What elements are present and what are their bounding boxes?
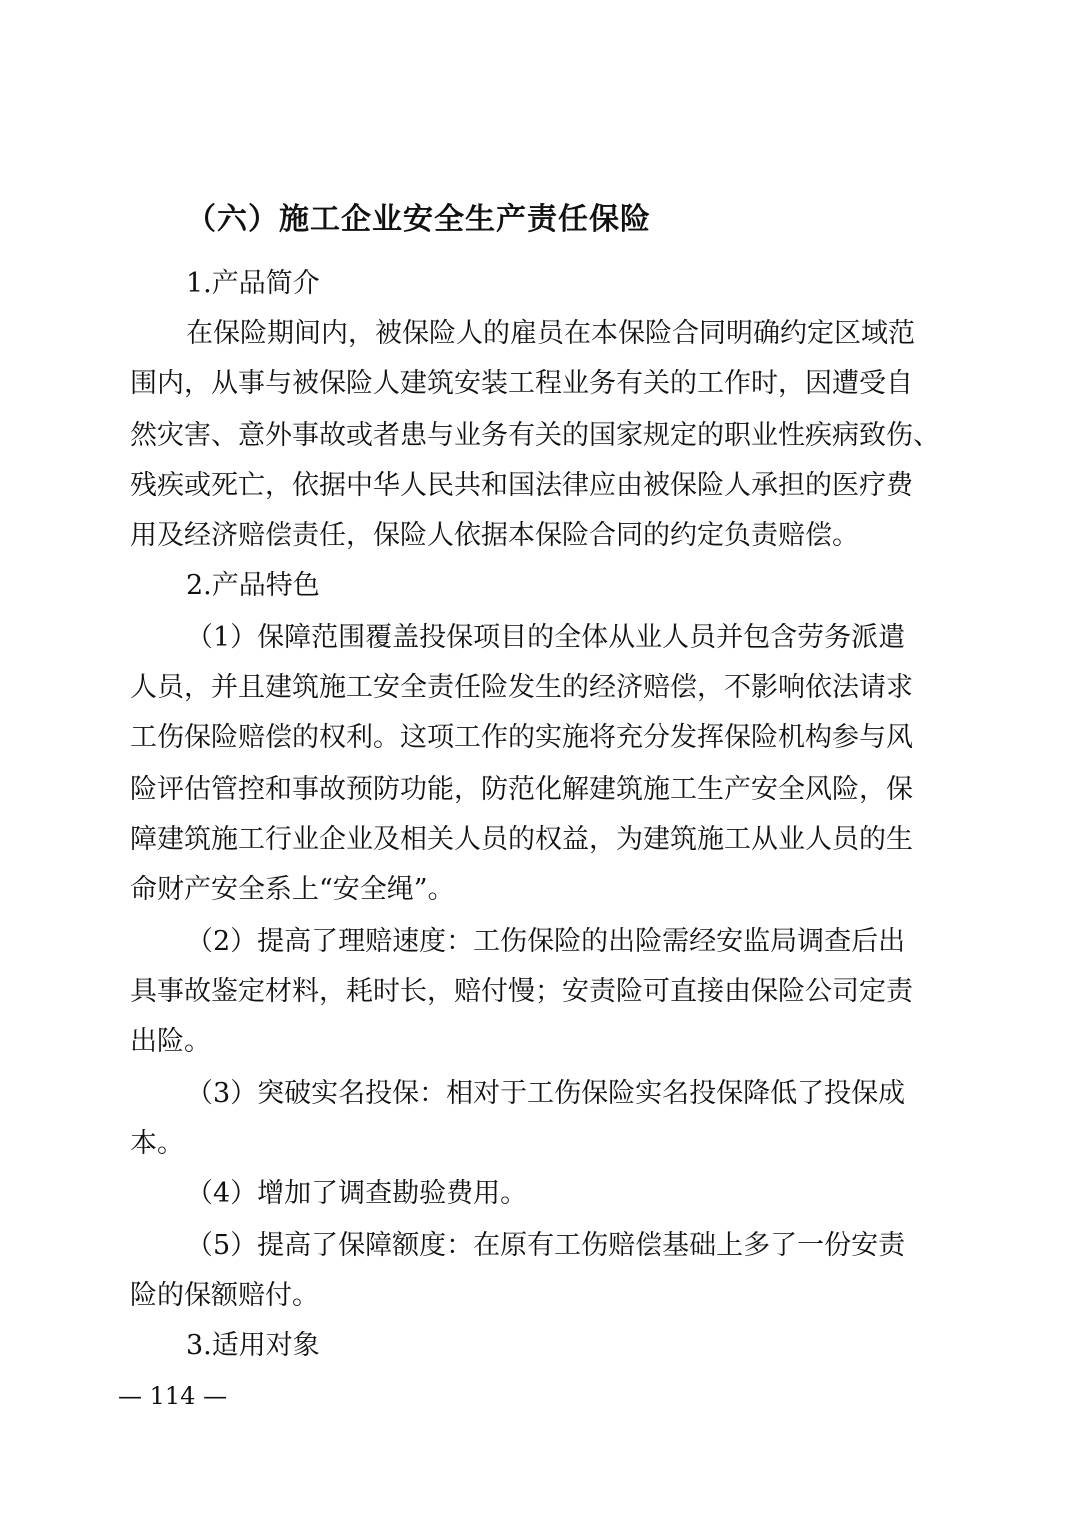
paragraph-line: 险的保额赔付。 [130, 1280, 319, 1311]
paragraph-line: 在保险期间内，被保险人的雇员在本保险合同明确约定区域范 [186, 318, 915, 349]
paragraph-line: （1）保障范围覆盖投保项目的全体从业人员并包含劳务派遣 [186, 622, 906, 653]
paragraph-line: （3）突破实名投保：相对于工伤保险实名投保降低了投保成 [186, 1078, 906, 1109]
paragraph-line: 具事故鉴定材料，耗时长，赔付慢；安责险可直接由保险公司定责 [130, 976, 913, 1007]
paragraph-line: 围内，从事与被保险人建筑安装工程业务有关的工作时，因遭受自 [130, 368, 913, 399]
paragraph-line: 出险。 [130, 1026, 211, 1057]
paragraph-line: （4）增加了调查勘验费用。 [186, 1178, 528, 1209]
paragraph-line: 本。 [130, 1128, 184, 1159]
paragraph-line: 残疾或死亡，依据中华人民共和国法律应由被保险人承担的医疗费 [130, 470, 913, 501]
page-number: — 114 — [118, 1382, 228, 1410]
paragraph-line: 工伤保险赔偿的权利。这项工作的实施将充分发挥保险机构参与风 [130, 722, 913, 753]
section-title: （六）施工企业安全生产责任保险 [186, 202, 651, 237]
paragraph-line: 障建筑施工行业企业及相关人员的权益，为建筑施工从业人员的生 [130, 824, 913, 855]
subheading-product-features: 2.产品特色 [186, 570, 320, 601]
paragraph-line: 用及经济赔偿责任，保险人依据本保险合同的约定负责赔偿。 [130, 520, 859, 551]
subheading-applicable-targets: 3.适用对象 [186, 1330, 320, 1361]
subheading-product-intro: 1.产品简介 [186, 268, 320, 299]
paragraph-line: 人员，并且建筑施工安全责任险发生的经济赔偿，不影响依法请求 [130, 672, 913, 703]
paragraph-line: 险评估管控和事故预防功能，防范化解建筑施工生产安全风险，保 [130, 774, 913, 805]
paragraph-line: （5）提高了保障额度：在原有工伤赔偿基础上多了一份安责 [186, 1230, 906, 1261]
paragraph-line: 然灾害、意外事故或者患与业务有关的国家规定的职业性疾病致伤、 [130, 420, 940, 451]
paragraph-line: （2）提高了理赔速度：工伤保险的出险需经安监局调查后出 [186, 926, 906, 957]
paragraph-line: 命财产安全系上“安全绳”。 [130, 874, 455, 905]
